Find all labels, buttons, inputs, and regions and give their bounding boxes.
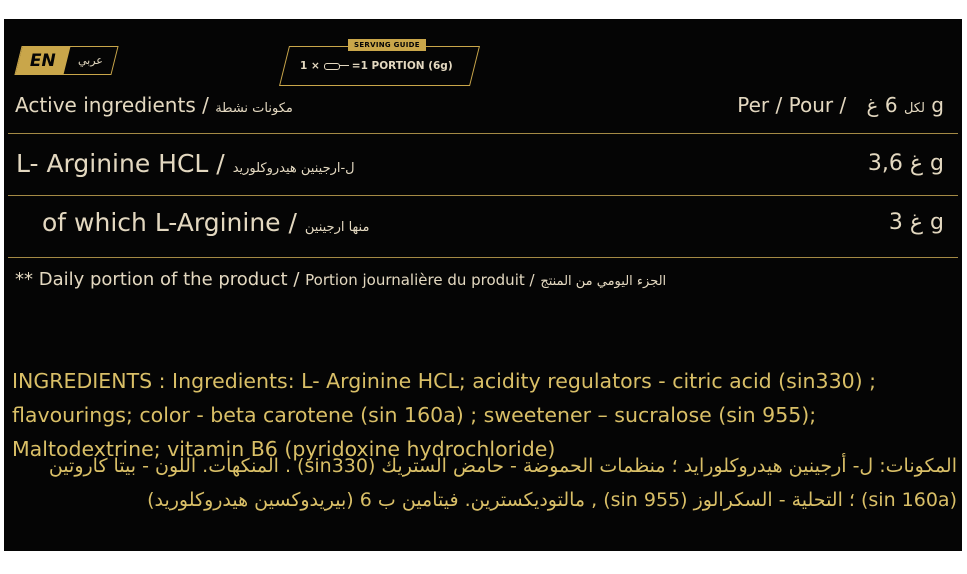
language-toggle[interactable] (14, 46, 118, 75)
row-label-ar: منها ارجينين (304, 220, 370, 235)
serving-portion (300, 60, 453, 72)
scoop-icon (324, 63, 340, 70)
row-label-en: L- Arginine HCL / (16, 149, 225, 178)
serving-guide (284, 41, 475, 86)
divider (8, 133, 958, 134)
header-ingredients-ar: مكونات نشطة (215, 101, 293, 116)
nutrition-label-panel (4, 19, 962, 551)
daily-portion-note (15, 269, 666, 290)
language-option-ar[interactable]: عربي (78, 54, 103, 67)
table-row-l-arginine (42, 208, 369, 237)
header-per-en: Per / Pour / (737, 93, 847, 117)
table-header-ingredients (15, 93, 293, 117)
table-row-arginine-hcl (16, 149, 355, 178)
divider (8, 195, 958, 196)
row-amount: 3,6 غ g (867, 151, 944, 176)
note-ar: الجزء اليومي من المنتج (540, 274, 667, 289)
header-per-ar: لكل (903, 101, 925, 116)
row-label-ar: ل-ارجينين هيدروكلوريد (232, 161, 355, 176)
header-ingredients-en: Active ingredients / (15, 93, 209, 117)
note-fr: Portion journalière du produit / (305, 271, 535, 289)
language-option-en[interactable]: EN (16, 47, 71, 74)
divider (8, 257, 958, 258)
table-header-per (737, 93, 944, 117)
ingredients-text-en: INGREDIENTS : Ingredients: L- Arginine HCL; acidity regulators - citric acid (sin330) ; flavourings; color - beta carotene (sin 160a) ; sweetener – sucralose (sin 955); Maltodextrine; vitamin B6 (pyridoxine hydrochloride) (12, 369, 877, 461)
row-label-en: of which L-Arginine / (42, 208, 297, 237)
portion-suffix: =1 PORTION (6g) (351, 60, 453, 72)
note-en: ** Daily portion of the product / (15, 269, 300, 290)
row-amount: 3 غ g (888, 210, 944, 235)
header-per-amount: 6 غ g (866, 93, 944, 117)
portion-prefix: 1 × (300, 60, 320, 72)
serving-guide-tag: SERVING GUIDE (348, 39, 426, 51)
ingredients-text-ar: المكونات: ل- أرجينين هيدروكلورايد ؛ منظمات الحموضة - حامض الستريك (sin330) . المنكهات. اللون - بيتا كاروتين (sin 160a) ؛ التحلية - السكرالوز (sin 955) , مالتوديكسترين. فيتامين ب 6 (بيريدوكسين هيدروكلوريد) (48, 455, 957, 511)
